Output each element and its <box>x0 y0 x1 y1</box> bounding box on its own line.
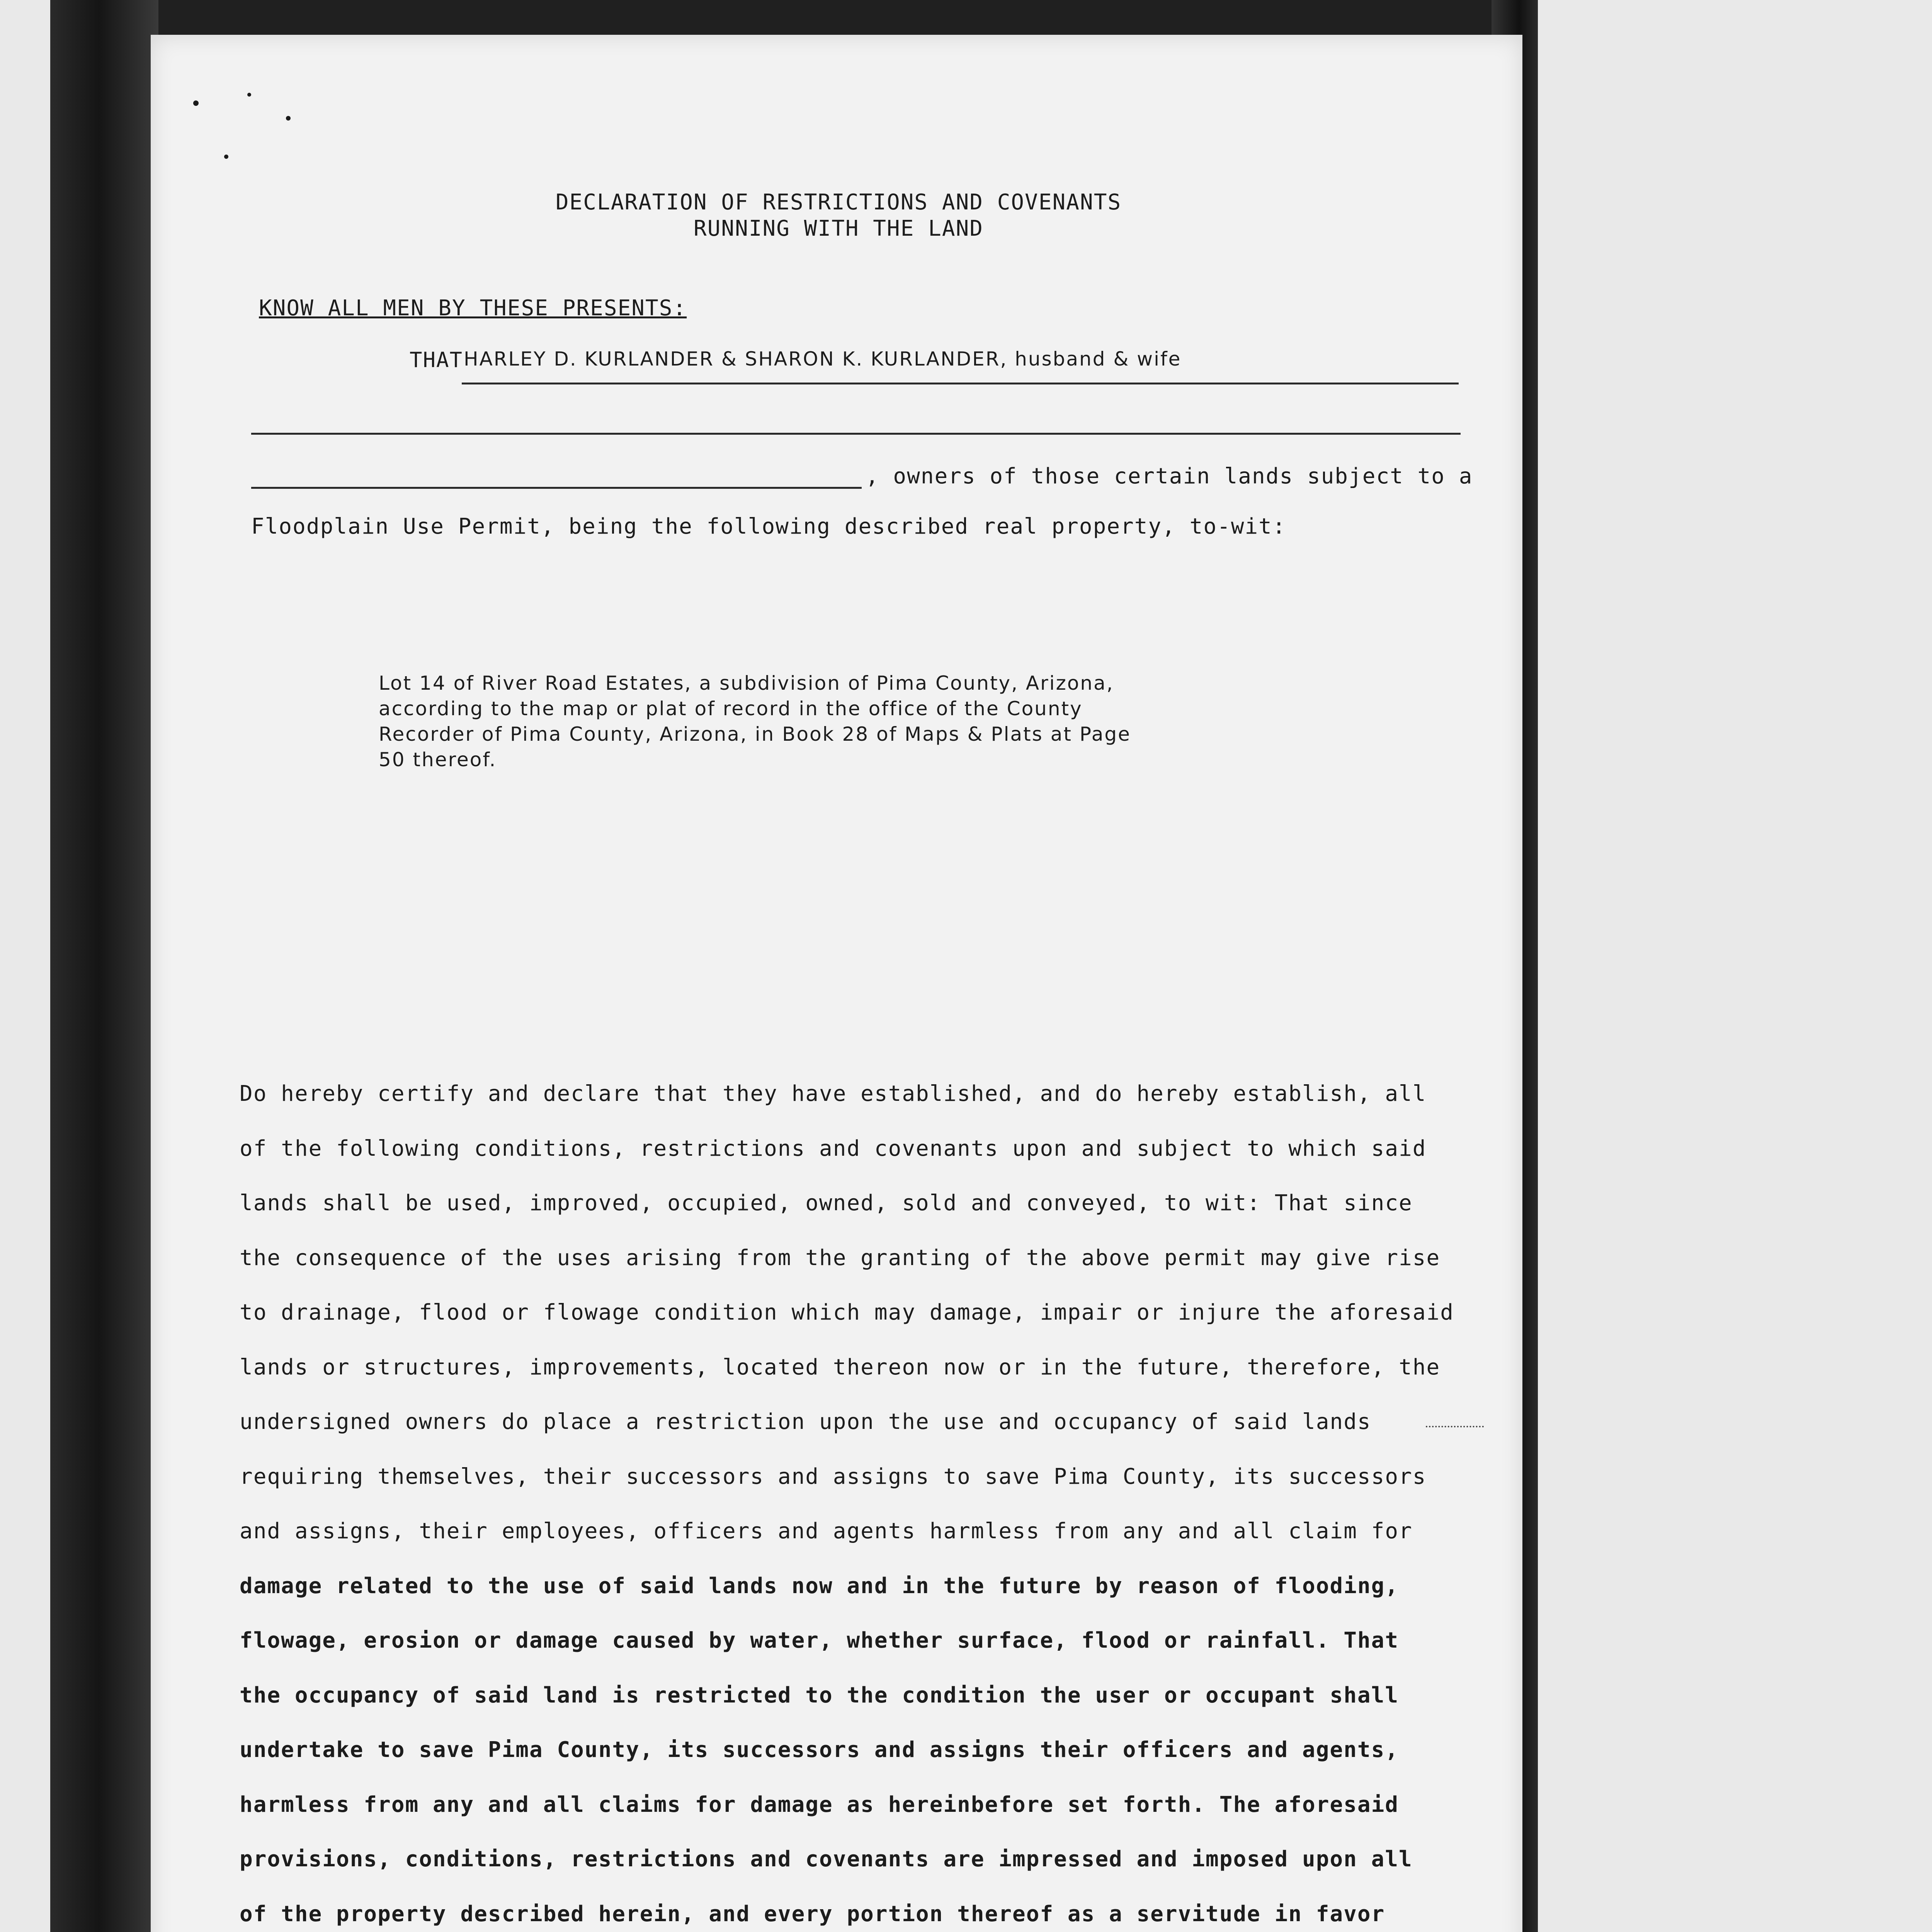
body-line: undertake to save Pima County, its successors and assigns their officers and agents, <box>240 1737 1399 1762</box>
body-line: the occupancy of said land is restricted to the condition the user or occupant shall <box>240 1682 1399 1708</box>
covenant-body <box>240 1066 1476 1932</box>
body-line: of the following conditions, restrictions and covenants upon and subject to which said <box>240 1136 1427 1161</box>
scanner-edge-top <box>50 0 1538 39</box>
title-line-2: RUNNING WITH THE LAND <box>693 216 983 241</box>
body-line: provisions, conditions, restrictions and covenants are impressed and imposed upon all <box>240 1847 1413 1872</box>
floodplain-permit-line: Floodplain Use Permit, being the following described real property, to-wit: <box>251 514 1286 539</box>
scan-speck <box>286 116 291 121</box>
owners-underline <box>462 383 1459 384</box>
body-line: damage related to the use of said lands now and in the future by reason of flooding, <box>240 1573 1399 1599</box>
scan-speck <box>224 155 228 159</box>
body-line: harmless from any and all claims for damage as hereinbefore set forth. The aforesaid <box>240 1792 1399 1817</box>
body-line: lands or structures, improvements, located thereon now or in the future, therefore, the <box>240 1354 1440 1380</box>
document-title <box>0 189 1677 242</box>
legal-line: according to the map or plat of record in the office of the County <box>379 697 1083 720</box>
body-line: of the property described herein, and every portion thereof as a servitude in favor <box>240 1901 1385 1927</box>
title-line-1: DECLARATION OF RESTRICTIONS AND COVENANTS <box>555 190 1122 215</box>
body-line: the consequence of the uses arising from the granting of the above permit may give rise <box>240 1245 1440 1270</box>
legal-description <box>379 670 1345 772</box>
scan-speck <box>247 93 251 97</box>
legal-line: Lot 14 of River Road Estates, a subdivision of Pima County, Arizona, <box>379 672 1114 694</box>
body-line: lands shall be used, improved, occupied, owned, sold and conveyed, to wit: That since <box>240 1190 1413 1216</box>
body-line: and assigns, their employees, officers and agents harmless from any and all claim for <box>240 1519 1413 1544</box>
scanner-edge-left <box>50 0 158 1932</box>
body-line: flowage, erosion or damage caused by water, whether surface, flood or rainfall. That <box>240 1628 1399 1653</box>
margin-dotted-mark <box>1426 1426 1484 1427</box>
body-line: to drainage, flood or flowage condition which may damage, impair or injure the aforesaid <box>240 1300 1454 1325</box>
owners-names: HARLEY D. KURLANDER & SHARON K. KURLANDER, husband & wife <box>464 348 1182 370</box>
that-label: THAT <box>410 348 463 372</box>
blank-line <box>251 433 1461 435</box>
body-line: undersigned owners do place a restriction upon the use and occupancy of said lands <box>240 1409 1371 1434</box>
scan-speck <box>193 100 199 106</box>
legal-line: Recorder of Pima County, Arizona, in Book 28 of Maps & Plats at Page <box>379 723 1131 745</box>
blank-line-short <box>251 487 862 489</box>
body-line: requiring themselves, their successors and assigns to save Pima County, its successors <box>240 1464 1427 1489</box>
owners-clause: , owners of those certain lands subject to a <box>866 464 1473 489</box>
know-all-heading: KNOW ALL MEN BY THESE PRESENTS: <box>259 296 687 321</box>
legal-line: 50 thereof. <box>379 748 497 771</box>
that-label-row <box>410 348 463 372</box>
body-line: Do hereby certify and declare that they have established, and do hereby establish, all <box>240 1081 1427 1106</box>
